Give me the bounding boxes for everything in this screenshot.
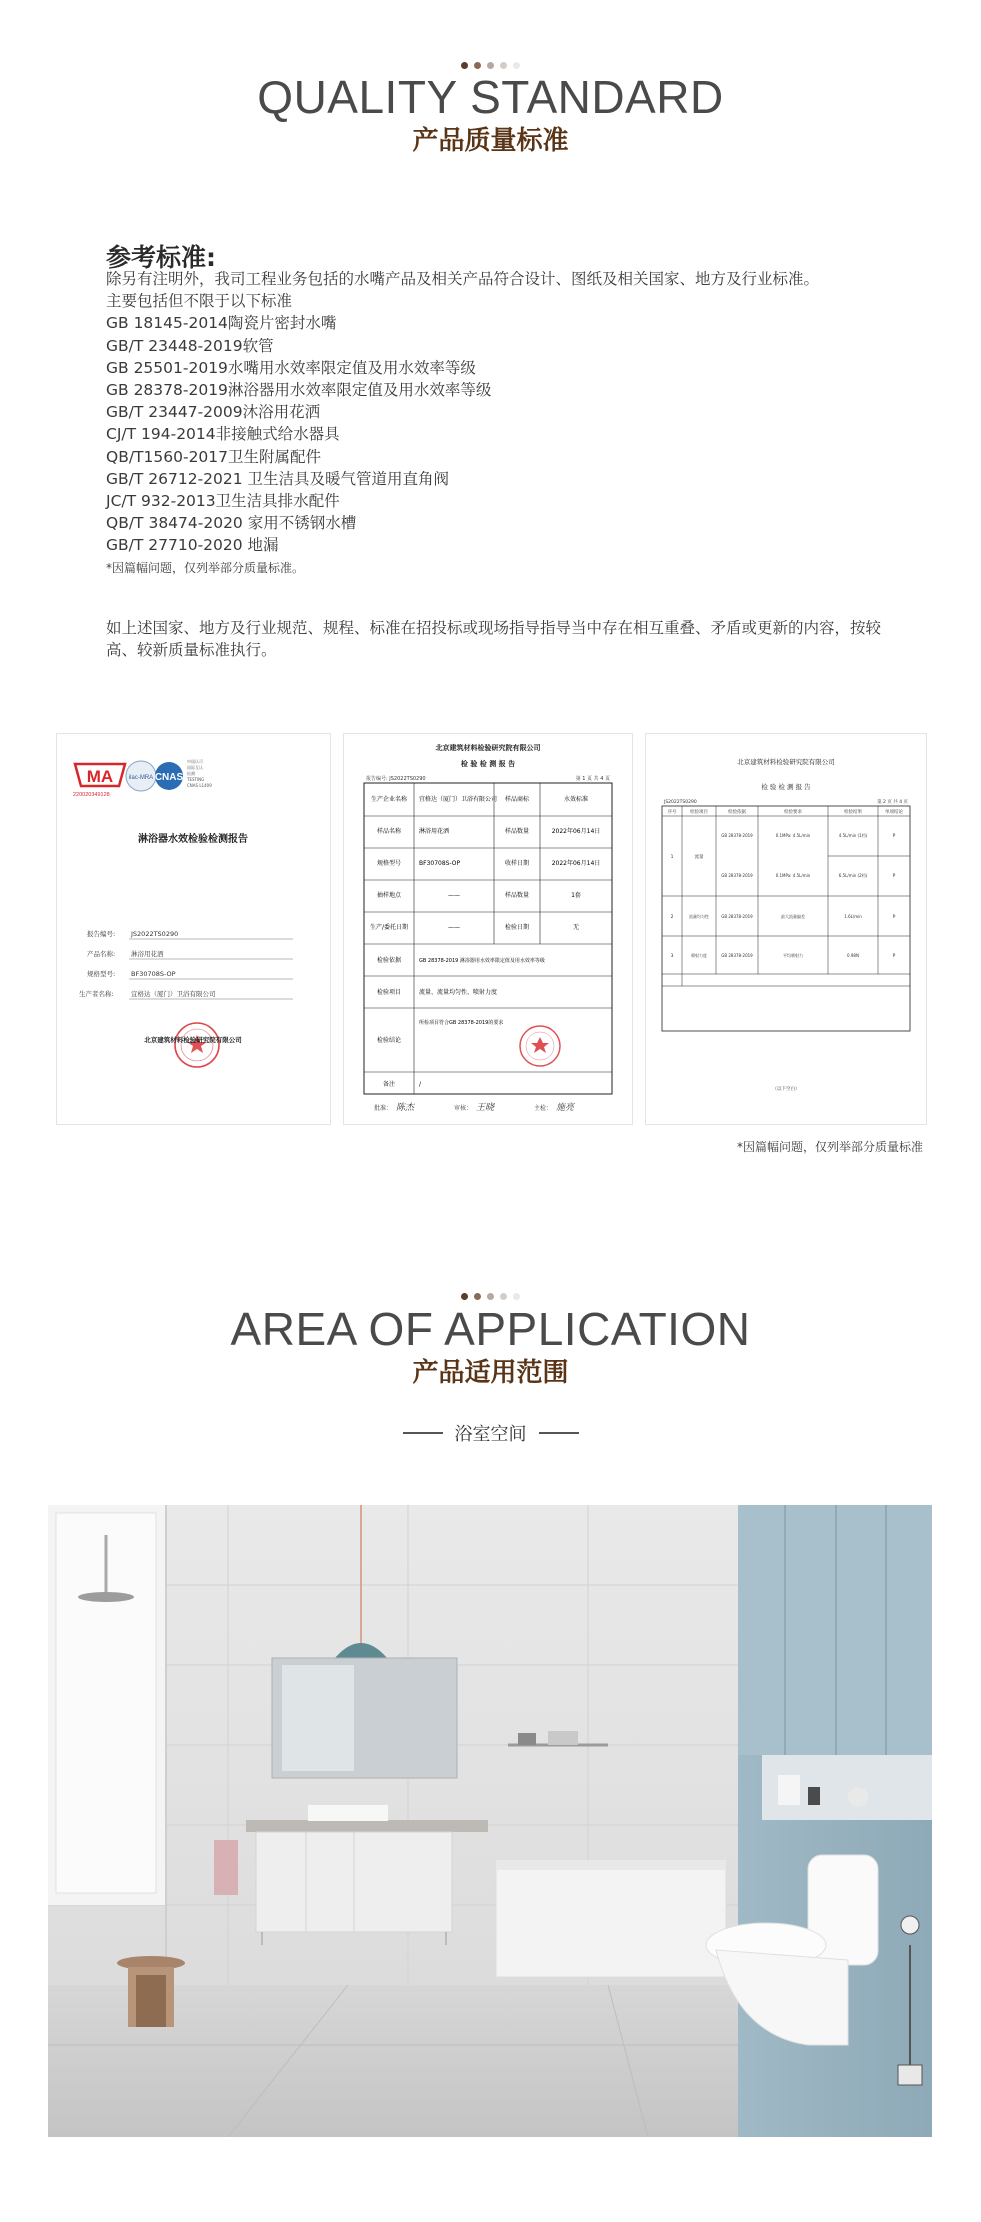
report-cell: BF30708S-OP bbox=[419, 860, 461, 867]
results-cell: P bbox=[892, 834, 896, 839]
results-page: 第 2 页 共 4 页 bbox=[877, 800, 908, 805]
cnas-sub-text: TESTING bbox=[187, 777, 205, 782]
report-page: 第 1 页 共 4 页 bbox=[575, 776, 610, 782]
cnas-sub-text: 检测 bbox=[187, 771, 195, 776]
cover-institute: 北京建筑材料检验研究院有限公司 bbox=[144, 1036, 242, 1044]
cover-field-value: 淋浴用花洒 bbox=[131, 950, 164, 958]
results-cell: 平均喷射力 bbox=[783, 953, 803, 958]
results-cell: 4.5L/min (1档) bbox=[838, 833, 868, 838]
reference-heading: 参考标准: bbox=[106, 243, 216, 272]
results-cell: 0.98N bbox=[847, 953, 859, 958]
reference-note: *因篇幅问题，仅列举部分质量标准。 bbox=[106, 561, 305, 575]
report-cell: 水效标准 bbox=[563, 796, 589, 803]
dot bbox=[487, 62, 494, 69]
report-cell: 样品数量 bbox=[504, 892, 530, 899]
results-cell: P bbox=[892, 915, 896, 920]
dot bbox=[487, 1293, 494, 1300]
report-cell: 无 bbox=[572, 924, 580, 931]
certificate-results bbox=[645, 733, 927, 1125]
reference-line: GB/T 23448-2019软管 bbox=[106, 336, 274, 355]
report-cell: 生产/委托日期 bbox=[369, 924, 409, 931]
quality-cn-title: 产品质量标准 bbox=[412, 126, 569, 156]
bathroom-scene bbox=[48, 1505, 932, 2137]
report-cell: GB 28378-2019 淋浴器用水效率限定值及用水效率等级 bbox=[419, 958, 545, 964]
report-cell: 收样日期 bbox=[504, 860, 530, 867]
sign-label: 批准： bbox=[374, 1105, 393, 1112]
red-stamp bbox=[175, 1023, 219, 1067]
reference-line: QB/T 38474-2020 家用不锈钢水槽 bbox=[106, 514, 357, 533]
cnas-sub-text: 中国认可 bbox=[187, 759, 203, 764]
standards-paragraph: 如上述国家、地方及行业规范、规程、标准在招投标或现场指导指导当中存在相互重叠、矛盾或更新的内容，按较高、较新质量标准执行。 bbox=[106, 619, 882, 659]
red-stamp bbox=[520, 1026, 560, 1066]
cnas-logo-text: CNAS bbox=[154, 772, 184, 783]
toilet-roll bbox=[901, 1916, 919, 1934]
results-cell: 0.1MPa: 4.5L/min bbox=[775, 873, 811, 878]
results-cell: GB 28378-2019 bbox=[721, 914, 753, 919]
results-title: 检 验 检 测 报 告 bbox=[761, 783, 811, 791]
niche-vase bbox=[848, 1787, 868, 1807]
results-org: 北京建筑材料检验研究院有限公司 bbox=[737, 758, 835, 766]
report-cell: 2022年06月14日 bbox=[551, 828, 601, 835]
reference-line: 主要包括但不限于以下标准 bbox=[106, 292, 293, 311]
cover-field-value: JS2022TS0290 bbox=[131, 930, 179, 938]
results-cell: 喷射力度 bbox=[691, 953, 707, 958]
report-cell: 2022年06月14日 bbox=[551, 860, 601, 867]
signature: 施亮 bbox=[556, 1103, 575, 1113]
ma-logo bbox=[75, 764, 125, 786]
report-cell: 备注 bbox=[382, 1081, 396, 1088]
signature: 陈杰 bbox=[396, 1103, 415, 1113]
dot bbox=[461, 62, 468, 69]
basin bbox=[308, 1805, 388, 1821]
sign-label: 主检： bbox=[534, 1105, 553, 1112]
bathroom-label-text: 浴室空间 bbox=[454, 1424, 527, 1445]
niche-book bbox=[778, 1775, 800, 1805]
report-cell: 淋浴用花洒 bbox=[419, 828, 450, 835]
report-cell: 检验依据 bbox=[376, 957, 402, 964]
reference-line: GB 18145-2014陶瓷片密封水嘴 bbox=[106, 314, 337, 333]
dot bbox=[513, 1293, 520, 1300]
results-cell: 流量均匀性 bbox=[689, 914, 709, 919]
report-cell: 生产企业名称 bbox=[370, 796, 408, 803]
cover-field-value: BF30708S-OP bbox=[131, 970, 176, 978]
mirror-pane bbox=[282, 1665, 354, 1771]
results-cell: GB 28378-2019 bbox=[721, 953, 753, 958]
dot bbox=[500, 1293, 507, 1300]
reference-line: 除另有注明外，我司工程业务包括的水嘴产品及相关产品符合设计、图纸及相关国家、地方及行业标准。 bbox=[106, 270, 820, 288]
sign-label: 审核： bbox=[454, 1105, 473, 1112]
reference-line: JC/T 932-2013卫生洁具排水配件 bbox=[106, 492, 340, 511]
section-dots bbox=[0, 62, 981, 69]
ilac-logo-text: ilac-MRA bbox=[128, 775, 154, 781]
bathroom-photo bbox=[48, 1505, 932, 2137]
report-cell: 1套 bbox=[571, 892, 581, 899]
divider-line bbox=[539, 1432, 579, 1434]
results-cell: 1.6L/min bbox=[844, 914, 862, 919]
application-cn-title: 产品适用范围 bbox=[412, 1358, 569, 1388]
dot bbox=[474, 62, 481, 69]
results-footnote: （以下空白） bbox=[772, 1087, 800, 1092]
results-cell: 最大流量偏差 bbox=[781, 914, 805, 919]
cover-field-label: 报告编号: bbox=[87, 930, 116, 938]
certificate-results-drawing bbox=[646, 734, 926, 1124]
results-cell: P bbox=[892, 954, 896, 959]
report-title: 检 验 检 测 报 告 bbox=[460, 760, 516, 768]
report-cell: / bbox=[419, 1081, 422, 1088]
results-cell: GB 28378-2019 bbox=[721, 833, 753, 838]
results-header: 检验要求 bbox=[784, 810, 802, 815]
cnas-sub-text: CNAS L1409 bbox=[187, 783, 212, 788]
reference-line: GB 25501-2019水嘴用水效率限定值及用水效率等级 bbox=[106, 358, 476, 377]
results-number: JS2022TS0290 bbox=[664, 800, 697, 805]
report-cell: —— bbox=[448, 892, 460, 899]
bathroom-label bbox=[0, 1420, 981, 1446]
dot bbox=[461, 1293, 468, 1300]
divider-line bbox=[403, 1432, 443, 1434]
report-number: 报告编号: JS2022TS0290 bbox=[366, 776, 426, 782]
reference-line: QB/T1560-2017卫生附属配件 bbox=[106, 447, 322, 466]
cnas-sub-text: 国际互认 bbox=[187, 765, 203, 770]
quality-en-title: QUALITY STANDARD bbox=[257, 71, 724, 123]
report-cell: 检验结论 bbox=[376, 1037, 402, 1044]
report-cell: —— bbox=[448, 924, 460, 931]
results-header: 检验结果 bbox=[844, 810, 862, 815]
niche-item bbox=[808, 1787, 820, 1805]
report-cell: 规格型号 bbox=[376, 860, 402, 867]
report-cell: 检验日期 bbox=[504, 924, 530, 931]
reference-line: GB/T 27710-2020 地漏 bbox=[106, 536, 279, 555]
ilac-logo bbox=[126, 761, 156, 791]
report-cell: 抽样地点 bbox=[376, 892, 402, 899]
reference-line: CJ/T 194-2014非接触式给水器具 bbox=[106, 425, 340, 444]
signature: 王晓 bbox=[476, 1103, 495, 1113]
cover-title: 淋浴器水效检验检测报告 bbox=[138, 834, 248, 845]
cover-field-label: 规格型号: bbox=[87, 970, 116, 978]
certificate-note: *因篇幅问题，仅列举部分质量标准 bbox=[736, 1140, 923, 1154]
dot bbox=[513, 62, 520, 69]
results-cell: P bbox=[892, 874, 896, 879]
cnas-logo bbox=[155, 758, 212, 790]
reference-list bbox=[106, 268, 819, 557]
results-cell: 0.1MPa: 4.5L/min bbox=[775, 833, 811, 838]
certificate-cover-drawing bbox=[57, 734, 330, 1124]
results-header: 检验项目 bbox=[690, 810, 708, 815]
results-header: 序号 bbox=[667, 810, 677, 815]
cover-field-value: 宜格达（厦门）卫浴有限公司 bbox=[131, 990, 216, 998]
bathtub bbox=[496, 1865, 726, 1977]
certificate-report bbox=[343, 733, 633, 1125]
reference-line: GB/T 26712-2021 卫生洁具及暖气管道用直角阀 bbox=[106, 469, 450, 488]
reference-line: GB/T 23447-2009沐浴用花洒 bbox=[106, 403, 321, 422]
dot bbox=[500, 62, 507, 69]
report-cell: 宜格达（厦门）卫浴有限公司 bbox=[419, 796, 498, 803]
report-cell: 样品数量 bbox=[504, 828, 530, 835]
pink-towel bbox=[214, 1840, 238, 1895]
results-cell: 3 bbox=[670, 954, 674, 959]
ma-number: 220020349128 bbox=[73, 792, 110, 798]
report-cell: 样品名称 bbox=[376, 828, 402, 835]
report-cell: 所检项目符合GB 28378-2019的要求 bbox=[419, 1020, 504, 1026]
reference-line: GB 28378-2019淋浴器用水效率限定值及用水效率等级 bbox=[106, 381, 492, 400]
ma-logo-text: MA bbox=[86, 767, 114, 786]
section-dots bbox=[0, 1293, 981, 1300]
tall-cabinet bbox=[738, 1505, 932, 1755]
vanity-top bbox=[246, 1820, 488, 1832]
results-cell: 6.5L/min (2档) bbox=[838, 873, 868, 878]
results-cell: 2 bbox=[670, 915, 674, 920]
cover-field-label: 生产者名称: bbox=[79, 990, 114, 998]
application-en-title: AREA OF APPLICATION bbox=[230, 1303, 751, 1355]
report-org: 北京建筑材料检验研究院有限公司 bbox=[435, 744, 541, 752]
results-cell: GB 28378-2019 bbox=[721, 873, 753, 878]
results-cell: 流量 bbox=[694, 855, 704, 860]
certificate-cover bbox=[56, 733, 331, 1125]
certificate-report-drawing bbox=[344, 734, 632, 1124]
dot bbox=[474, 1293, 481, 1300]
results-cell: 1 bbox=[670, 855, 674, 860]
report-cell: 流量、流量均匀性、喷射力度 bbox=[419, 989, 498, 996]
cover-field-label: 产品名称: bbox=[87, 950, 116, 958]
results-header: 单项结论 bbox=[885, 810, 903, 815]
report-cell: 样品商标 bbox=[504, 796, 530, 803]
report-cell: 检验项目 bbox=[376, 989, 402, 996]
results-header: 检验依据 bbox=[728, 810, 746, 815]
